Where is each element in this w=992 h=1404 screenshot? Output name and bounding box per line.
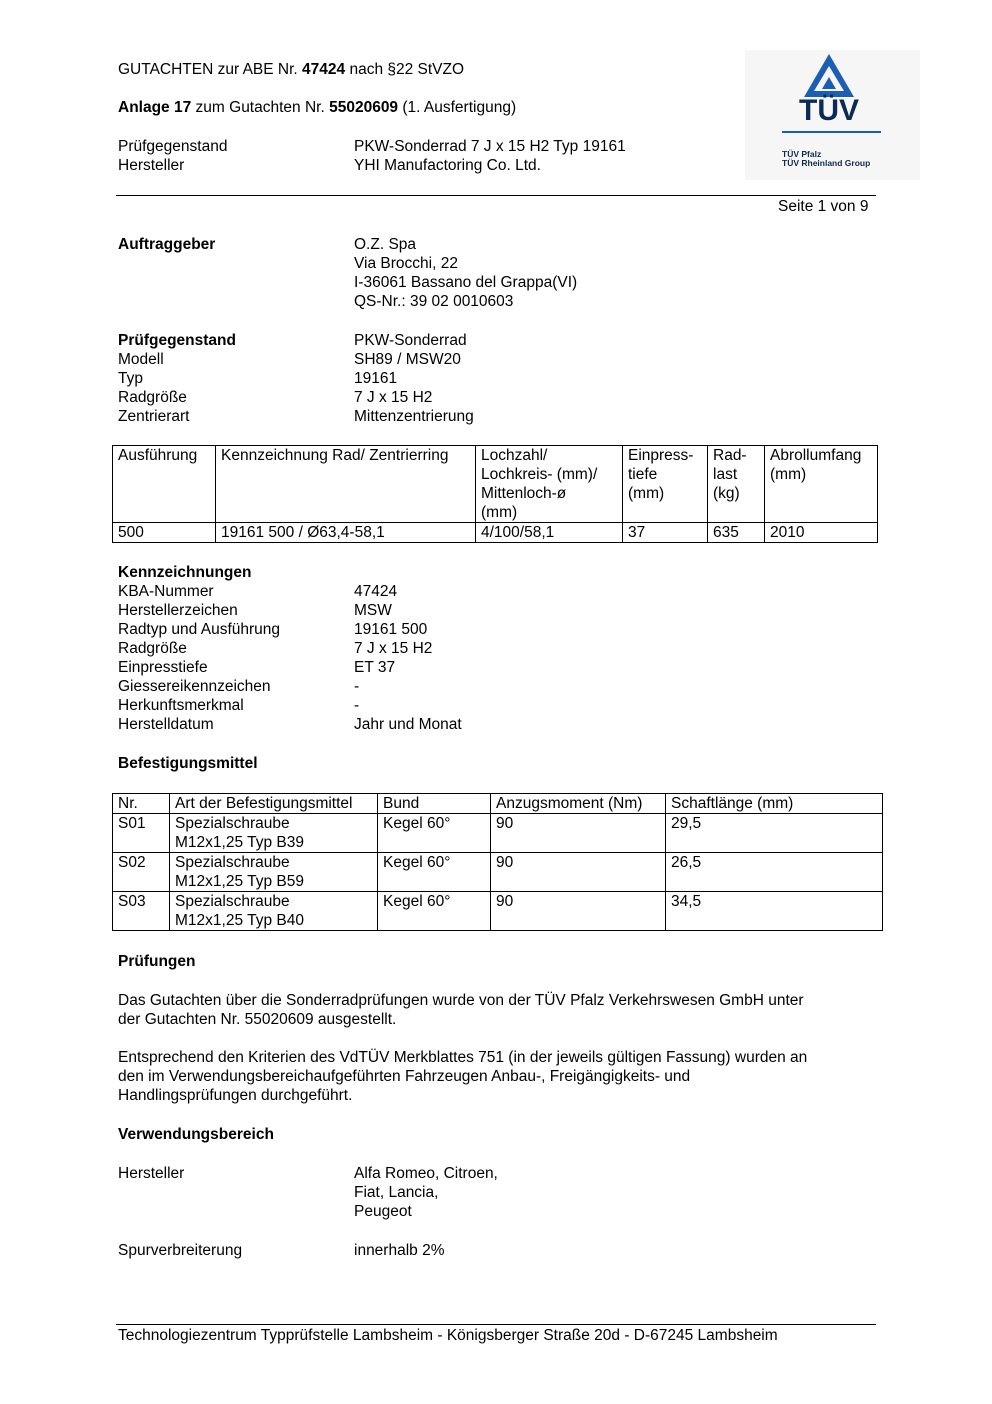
table-row (113, 853, 883, 892)
heading-text: Verwendungsbereich (118, 1126, 274, 1143)
value: MSW (354, 602, 392, 619)
header-title (118, 60, 464, 79)
abe-number: 47424 (302, 61, 346, 78)
value: PKW-Sonderrad 7 J x 15 H2 Typ 19161 (354, 138, 626, 155)
value: 19161 500 (354, 621, 428, 638)
heading-text: Kennzeichnungen (118, 564, 252, 581)
value: Mittenzentrierung (354, 408, 474, 425)
label: Hersteller (118, 157, 185, 174)
table-cell: Kegel 60° (378, 892, 491, 931)
address-line: QS-Nr.: 39 02 0010603 (354, 293, 514, 310)
table-cell: S03 (113, 892, 170, 931)
heading-text: Prüfungen (118, 953, 196, 970)
label: Radgröße (118, 640, 187, 657)
kennzeichnungen-heading (118, 563, 251, 582)
table-cell: 34,5 (666, 892, 883, 931)
value: 7 J x 15 H2 (354, 389, 433, 406)
label: Herstelldatum (118, 716, 214, 733)
table-header-cell: Ausführung (113, 446, 216, 523)
value: Jahr und Monat (354, 716, 462, 733)
header-title-prefix: GUTACHTEN zur ABE Nr. (118, 61, 298, 78)
label: Radgröße (118, 389, 187, 406)
logo-brand: TÜV (799, 94, 859, 127)
paragraph-line: den im Verwendungsbereichaufgeführten Fahrzeugen Anbau-, Freigängigkeits- und (118, 1068, 691, 1085)
table-header-cell: Bund (378, 794, 491, 814)
header-divider (116, 195, 876, 196)
table-row (113, 523, 878, 543)
table-row (113, 814, 883, 853)
tuev-logo (745, 50, 920, 180)
table-header-cell: Lochzahl/ Lochkreis- (mm)/ Mittenloch-ø (mm) (476, 446, 623, 523)
label: Modell (118, 351, 164, 368)
table-cell: 26,5 (666, 853, 883, 892)
pruefungen-paragraph-1 (118, 991, 878, 1029)
table-cell: 2010 (765, 523, 878, 543)
label: Einpresstiefe (118, 659, 208, 676)
verwendung-heading (118, 1125, 274, 1144)
table-header-row (113, 446, 878, 523)
table-header-cell: Abrollumfang (mm) (765, 446, 878, 523)
label: Giessereikennzeichen (118, 678, 271, 695)
value: PKW-Sonderrad (354, 332, 467, 349)
pruefungen-heading (118, 952, 196, 971)
address-line: Via Brocchi, 22 (354, 255, 458, 272)
page-number: Seite 1 von 9 (778, 198, 869, 215)
value: 19161 (354, 370, 398, 387)
table-cell: 37 (623, 523, 708, 543)
table-cell: S01 (113, 814, 170, 853)
wheel-table (112, 445, 878, 543)
spurverbreiterung-value: innerhalb 2% (354, 1242, 445, 1259)
header-subtitle (118, 98, 516, 117)
footer-address: Technologiezentrum Typprüfstelle Lambsheim - Königsberger Straße 20d - D-67245 Lambsheim (118, 1327, 778, 1344)
header-subtitle-suffix: (1. Ausfertigung) (402, 99, 517, 116)
pruefgegenstand-heading: Prüfgegenstand (118, 332, 236, 349)
spurverbreiterung-label: Spurverbreiterung (118, 1242, 243, 1259)
table-cell: S02 (113, 853, 170, 892)
list-item: Fiat, Lancia, (354, 1184, 439, 1201)
label: Herkunftsmerkmal (118, 697, 244, 714)
table-header-cell: Kennzeichnung Rad/ Zentrierring (216, 446, 476, 523)
auftraggeber-label (118, 235, 215, 254)
value: - (354, 678, 360, 695)
address-line: I-36061 Bassano del Grappa(VI) (354, 274, 578, 291)
logo-line1: TÜV Pfalz (782, 149, 822, 159)
table-cell: Spezialschraube M12x1,25 Typ B40 (170, 892, 378, 931)
label: Herstellerzeichen (118, 602, 238, 619)
table-header-cell: Art der Befestigungsmittel (170, 794, 378, 814)
table-cell: 4/100/58,1 (476, 523, 623, 543)
value: SH89 / MSW20 (354, 351, 461, 368)
table-header-row (113, 794, 883, 814)
logo-line2: TÜV Rheinland Group (782, 158, 871, 168)
anlage-label: Anlage 17 (118, 99, 192, 116)
verwendung-hersteller-list (354, 1164, 498, 1221)
paragraph-line: Entsprechend den Kriterien des VdTÜV Merkblattes 751 (in der jeweils gültigen Fassung) wurden an (118, 1049, 808, 1066)
table-header-cell: Schaftlänge (mm) (666, 794, 883, 814)
label: Zentrierart (118, 408, 190, 425)
table-cell: 90 (491, 892, 666, 931)
footer-divider (116, 1324, 876, 1325)
list-item: Alfa Romeo, Citroen, (354, 1165, 498, 1182)
table-cell: Spezialschraube M12x1,25 Typ B59 (170, 853, 378, 892)
label: KBA-Nummer (118, 583, 214, 600)
header-subtitle-mid: zum Gutachten Nr. (195, 99, 325, 116)
table-cell: 635 (708, 523, 765, 543)
value: 7 J x 15 H2 (354, 640, 433, 657)
paragraph-line: Handlingsprüfungen durchgeführt. (118, 1087, 353, 1104)
table-header-cell: Anzugsmoment (Nm) (491, 794, 666, 814)
table-cell: 500 (113, 523, 216, 543)
header-title-suffix: nach §22 StVZO (349, 61, 465, 78)
label: Radtyp und Ausführung (118, 621, 281, 638)
table-cell: Spezialschraube M12x1,25 Typ B39 (170, 814, 378, 853)
paragraph-line: Das Gutachten über die Sonderradprüfungen wurde von der TÜV Pfalz Verkehrswesen GmbH unter (118, 992, 804, 1009)
pruefungen-paragraph-2 (118, 1048, 878, 1105)
gutachten-number: 55020609 (329, 99, 399, 116)
table-header-cell: Einpress- tiefe (mm) (623, 446, 708, 523)
table-cell: 19161 500 / Ø63,4-58,1 (216, 523, 476, 543)
list-item: Peugeot (354, 1203, 412, 1220)
befestigung-heading (118, 754, 258, 773)
table-header-cell: Nr. (113, 794, 170, 814)
value: ET 37 (354, 659, 396, 676)
table-cell: 90 (491, 853, 666, 892)
value: 47424 (354, 583, 398, 600)
heading-text: Befestigungsmittel (118, 755, 258, 772)
paragraph-line: der Gutachten Nr. 55020609 ausgestellt. (118, 1011, 397, 1028)
auftraggeber-heading: Auftraggeber (118, 236, 216, 253)
table-cell: Kegel 60° (378, 814, 491, 853)
value: YHI Manufactoring Co. Ltd. (354, 157, 541, 174)
label: Prüfgegenstand (118, 138, 228, 155)
table-cell: 90 (491, 814, 666, 853)
label: Typ (118, 370, 143, 387)
verwendung-hersteller-label: Hersteller (118, 1165, 185, 1182)
table-row (113, 892, 883, 931)
table-cell: 29,5 (666, 814, 883, 853)
table-header-cell: Rad- last (kg) (708, 446, 765, 523)
table-cell: Kegel 60° (378, 853, 491, 892)
auftraggeber-address (354, 235, 577, 311)
address-line: O.Z. Spa (354, 236, 417, 253)
befestigung-table (112, 793, 883, 931)
value: - (354, 697, 360, 714)
